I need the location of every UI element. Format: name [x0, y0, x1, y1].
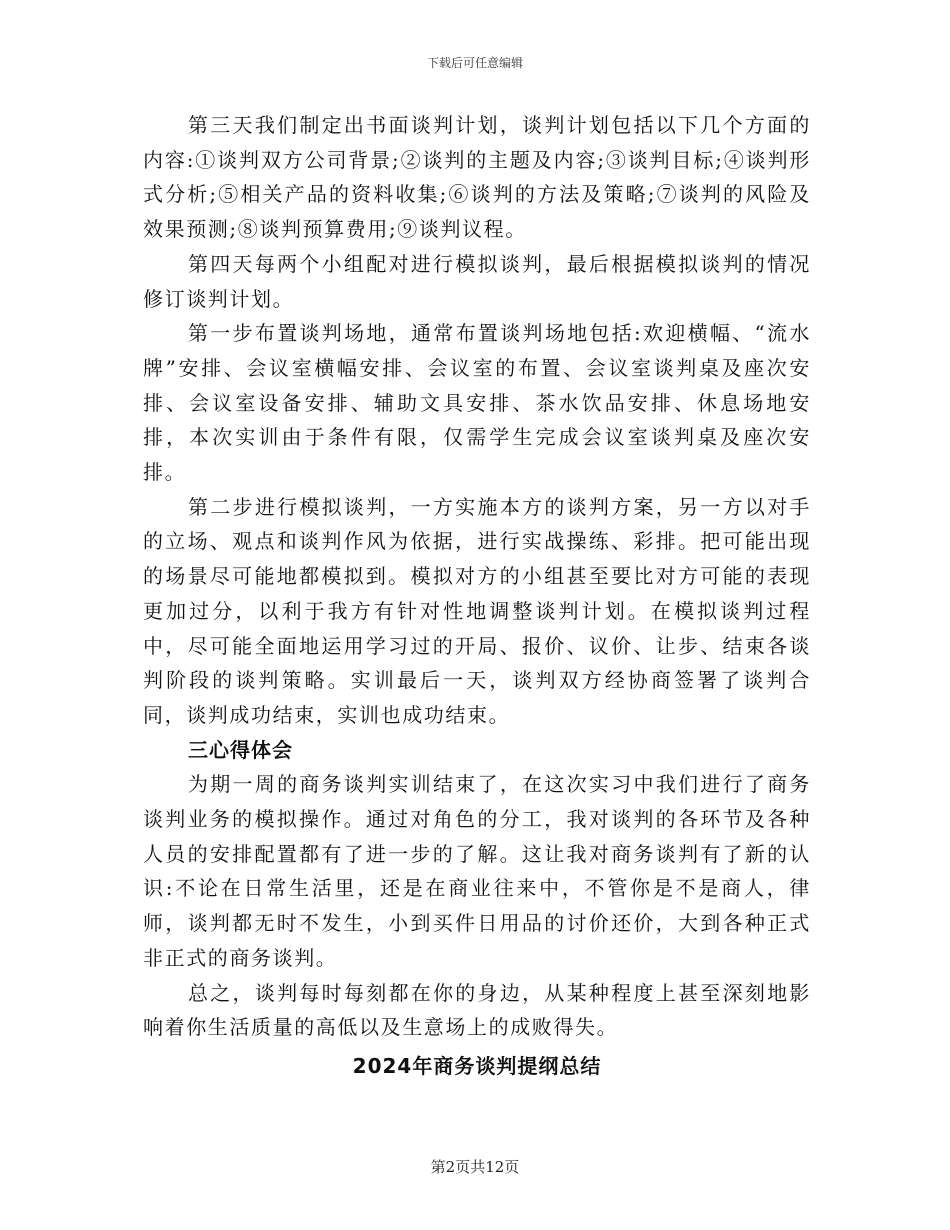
- paragraph-day-four-simulation: 第四天每两个小组配对进行模拟谈判，最后根据模拟谈判的情况修订谈判计划。: [143, 251, 811, 311]
- paragraph-conclusion: 总之，谈判每时每刻都在你的身边，从某种程度上甚至深刻地影响着你生活质量的高低以及生意场上的成败得失。: [143, 980, 811, 1040]
- page-number-footer: 第2页共12页: [430, 1158, 520, 1176]
- paragraph-step-two-negotiation: 第二步进行模拟谈判，一方实施本方的谈判方案，另一方以对手的立场、观点和谈判作风为依据，进行实战操练、彩排。把可能出现的场景尽可能地都模拟到。模拟对方的小组甚至要比对方可能的表现更加过分，以利于我方有针对性地调整谈判计划。在模拟谈判过程中，尽可能全面地运用学习过的开局、报价、议价、让步、结束各谈判阶段的谈判策略。实训最后一天，谈判双方经协商签署了谈判合同，谈判成功结束，实训也成功结束。: [143, 494, 811, 727]
- next-document-title: 2024年商务谈判提纲总结: [352, 1053, 602, 1078]
- section-heading-reflections: 三心得体会: [188, 737, 293, 762]
- paragraph-reflection-summary: 为期一周的商务谈判实训结束了，在这次实习中我们进行了商务谈判业务的模拟操作。通过对角色的分工，我对谈判的各环节及各种人员的安排配置都有了进一步的了解。这让我对商务谈判有了新的认识:不论在日常生活里，还是在商业往来中，不管你是不是商人，律师，谈判都无时不发生，小到买件日用品的讨价还价，大到各种正式非正式的商务谈判。: [143, 772, 811, 970]
- document-body: [143, 108, 811, 1083]
- paragraph-day-three-plan: 第三天我们制定出书面谈判计划，谈判计划包括以下几个方面的内容:①谈判双方公司背景;②谈判的主题及内容;③谈判目标;④谈判形式分析;⑤相关产品的资料收集;⑥谈判的方法及策略;⑦谈判的风险及效果预测;⑧谈判预算费用;⑨谈判议程。: [143, 113, 811, 242]
- page-header-note: 下载后可任意编辑: [426, 56, 523, 70]
- paragraph-step-one-venue: 第一步布置谈判场地，通常布置谈判场地包括:欢迎横幅、“流水牌”安排、会议室横幅安排、会议室的布置、会议室谈判桌及座次安排、会议室设备安排、辅助文具安排、茶水饮品安排、休息场地安排，本次实训由于条件有限，仅需学生完成会议室谈判桌及座次安排。: [143, 321, 811, 485]
